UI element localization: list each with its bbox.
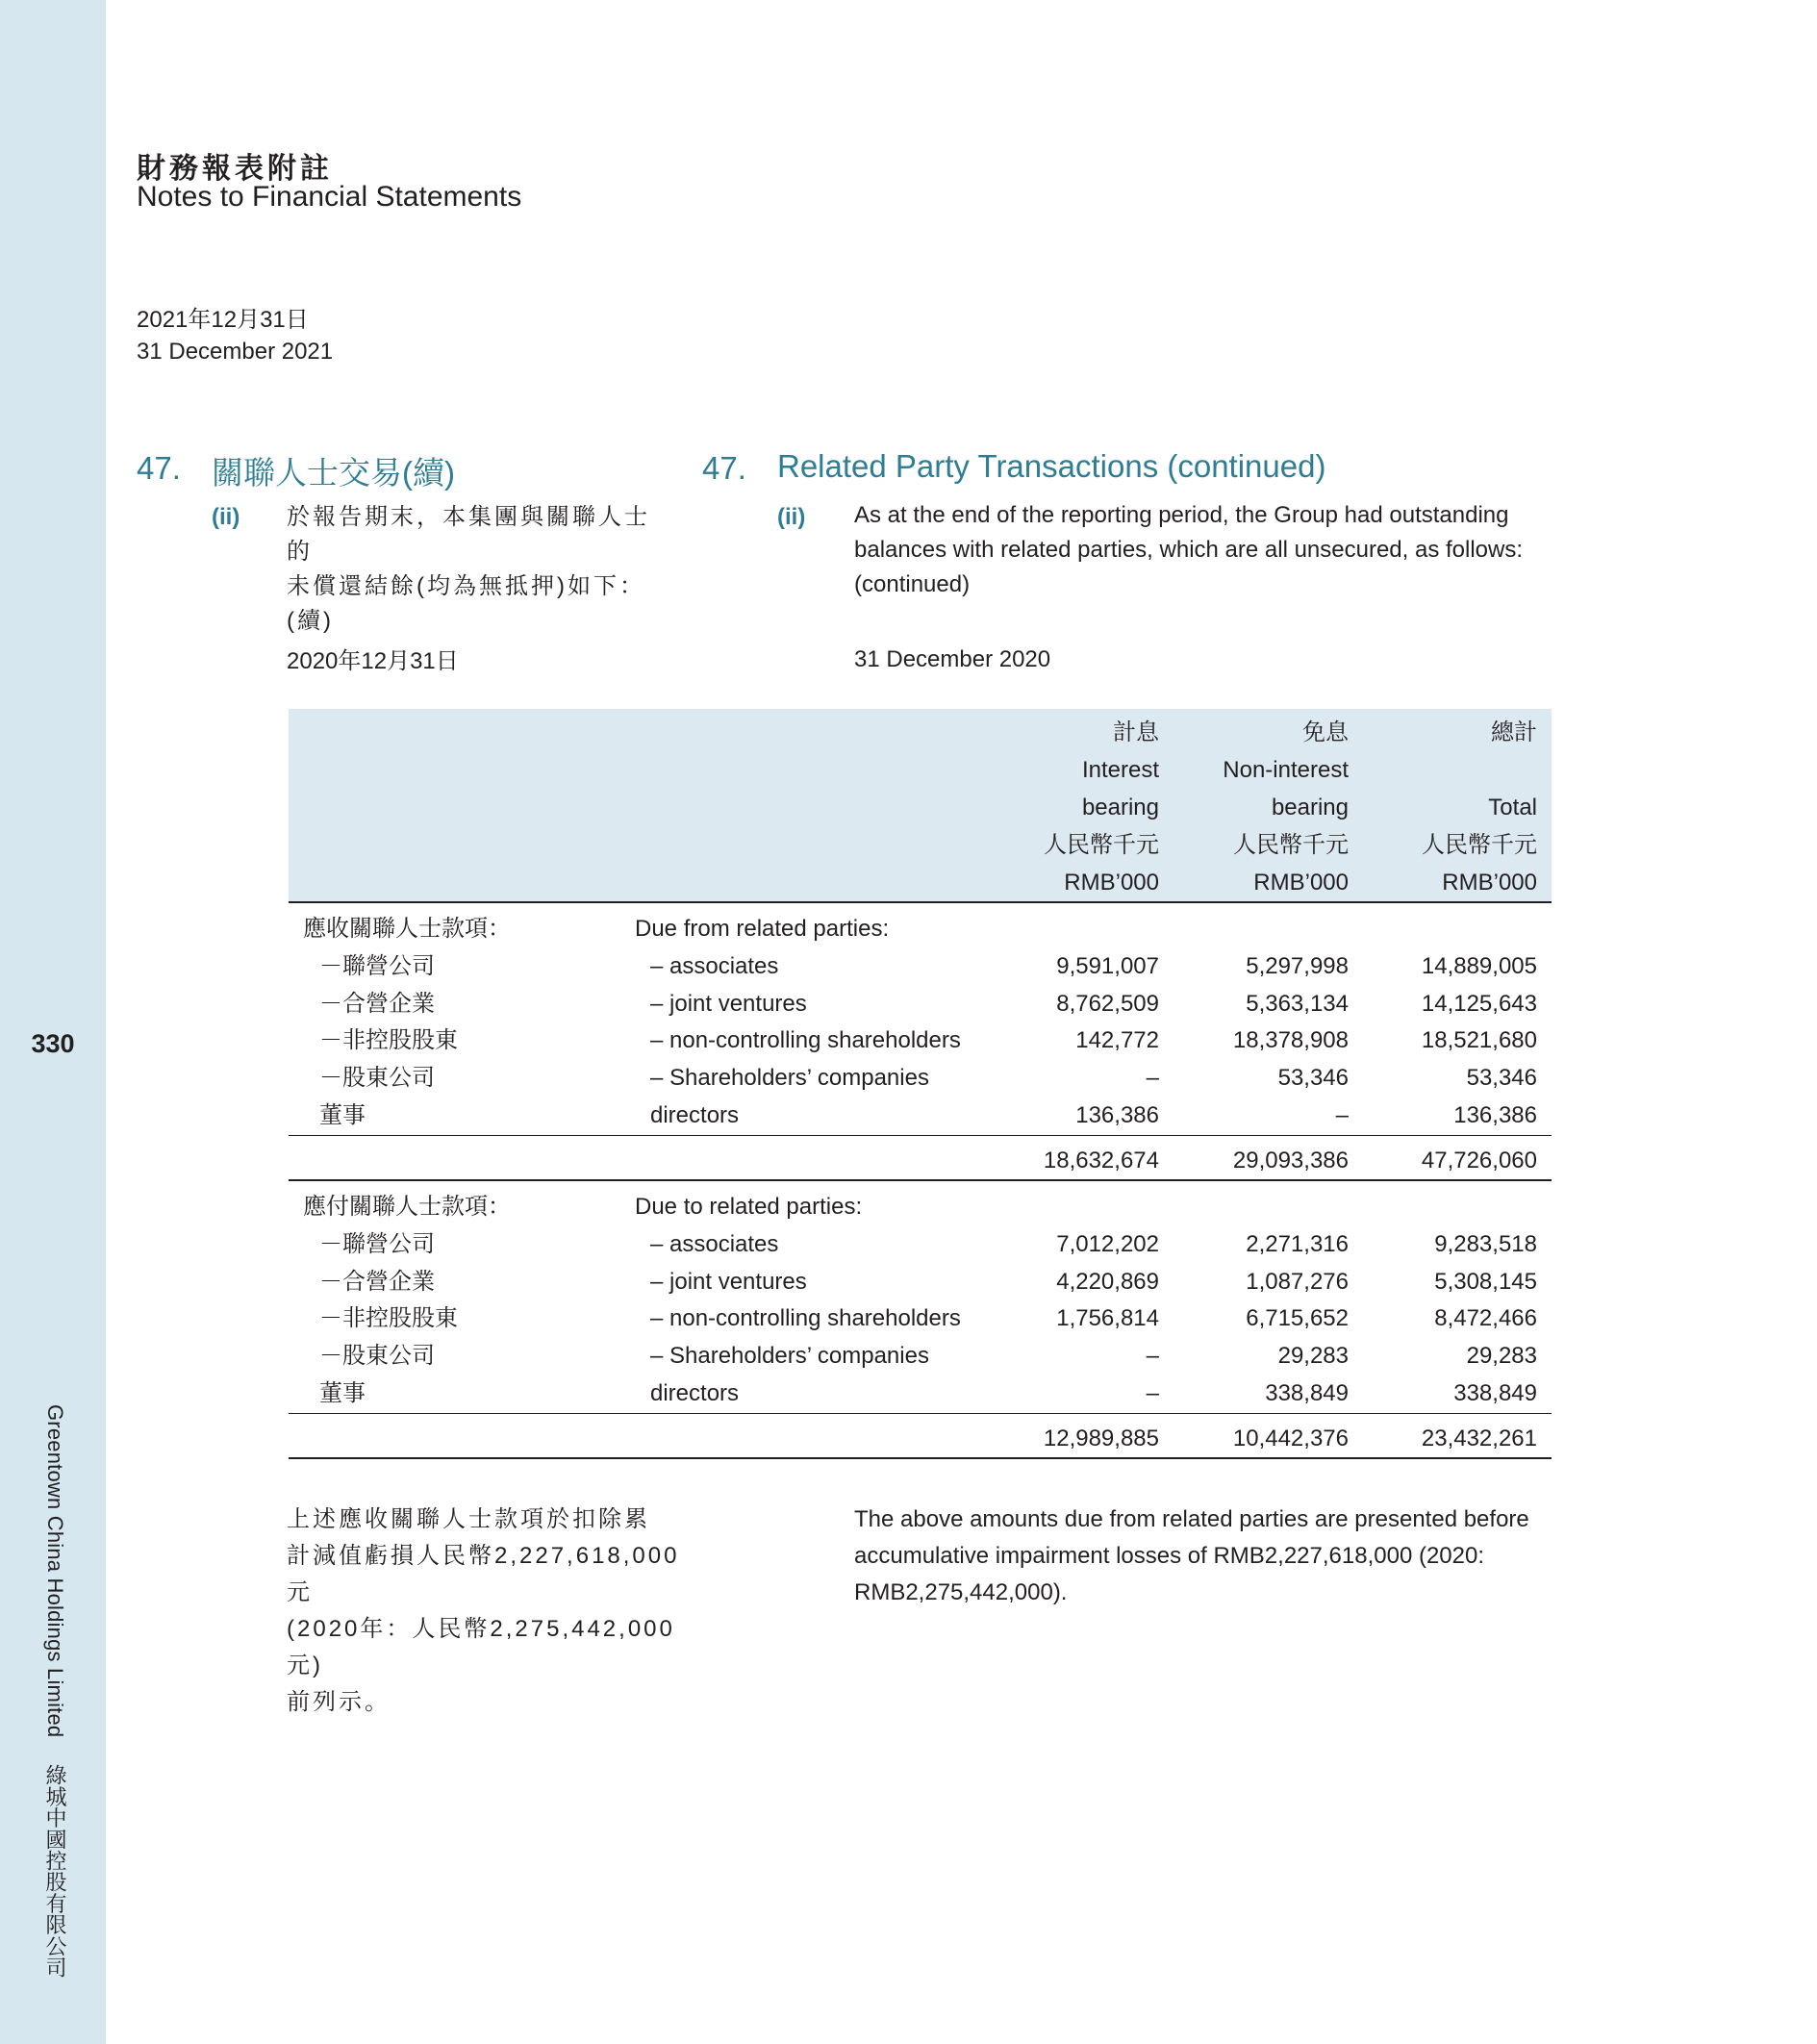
footnote-zh-line: 計減值虧損人民幣2,227,618,000元 bbox=[287, 1543, 680, 1605]
table-cell: 5,308,145 bbox=[1434, 1269, 1537, 1295]
table-row-zh: 董事 bbox=[319, 1102, 366, 1128]
table-row-en: directors bbox=[650, 1102, 740, 1128]
due-to-total-noninterest: 10,442,376 bbox=[1232, 1426, 1349, 1451]
table-cell: 8,762,509 bbox=[1056, 991, 1159, 1017]
due-from-total: 47,726,060 bbox=[1421, 1148, 1537, 1173]
table-row-zh: －合營企業 bbox=[319, 991, 435, 1017]
table-cell: 6,715,652 bbox=[1246, 1305, 1349, 1331]
col-noninterest-unit-zh: 人民幣千元 bbox=[1233, 832, 1349, 858]
company-name-zh: 綠城中國控股有限公司 bbox=[43, 1764, 67, 1979]
table-cell: – bbox=[1335, 1102, 1349, 1128]
table-date-en: 31 December 2020 bbox=[854, 646, 1051, 672]
footnote-en-line: The above amounts due from related parties are presented before bbox=[854, 1506, 1529, 1532]
due-to-label-zh: 應付關聯人士款項： bbox=[303, 1194, 511, 1220]
subtotal-rule bbox=[289, 1413, 1552, 1414]
table-cell: 29,283 bbox=[1277, 1343, 1349, 1369]
section-number-zh: 47. bbox=[137, 450, 181, 486]
table-cell: 14,125,643 bbox=[1421, 991, 1537, 1017]
col-noninterest-en1: Non-interest bbox=[1223, 757, 1349, 783]
table-row-zh: 董事 bbox=[319, 1380, 366, 1406]
col-noninterest-unit-en: RMB’000 bbox=[1253, 870, 1349, 896]
footnote-en-line: RMB2,275,442,000). bbox=[854, 1579, 1068, 1605]
table-row-zh: －股東公司 bbox=[319, 1065, 435, 1091]
table-row-en: – joint ventures bbox=[650, 991, 807, 1017]
table-row-zh: －股東公司 bbox=[319, 1343, 435, 1369]
due-from-total-noninterest: 29,093,386 bbox=[1232, 1148, 1349, 1173]
table-cell: 338,849 bbox=[1265, 1380, 1349, 1406]
table-cell: 9,591,007 bbox=[1056, 953, 1159, 979]
header-title-zh: 財務報表附註 bbox=[137, 152, 333, 186]
table-row-zh: －非控股股東 bbox=[319, 1027, 458, 1053]
header-title-en: Notes to Financial Statements bbox=[137, 181, 522, 213]
table-row-zh: －聯營公司 bbox=[319, 953, 435, 979]
col-interest-en1: Interest bbox=[1081, 757, 1159, 783]
table-row-zh: －聯營公司 bbox=[319, 1231, 435, 1257]
table-cell: 136,386 bbox=[1075, 1102, 1159, 1128]
sub-label-zh: (ii) bbox=[212, 504, 240, 530]
table-cell: – bbox=[1146, 1343, 1159, 1369]
col-total-unit-zh: 人民幣千元 bbox=[1422, 832, 1537, 858]
col-total-unit-en: RMB’000 bbox=[1442, 870, 1537, 896]
table-cell: – bbox=[1146, 1065, 1159, 1091]
footnote-zh bbox=[287, 1501, 691, 1721]
table-row-zh: －非控股股東 bbox=[319, 1305, 458, 1331]
total-rule bbox=[289, 1179, 1552, 1181]
col-noninterest-en2: bearing bbox=[1271, 795, 1349, 820]
table-date-zh: 2020年12月31日 bbox=[287, 648, 459, 674]
footnote-zh-line: 上述應收關聯人士款項於扣除累 bbox=[287, 1506, 650, 1532]
footnote-en-line: accumulative impairment losses of RMB2,227,618,000 (2020: bbox=[854, 1543, 1485, 1569]
intro-zh-line: 於報告期末，本集團與關聯人士的 bbox=[287, 504, 650, 565]
table-row-en: – non-controlling shareholders bbox=[650, 1305, 961, 1331]
col-interest-zh: 計息 bbox=[1113, 719, 1159, 745]
due-from-label-en: Due from related parties: bbox=[635, 916, 890, 942]
table-row-en: – associates bbox=[650, 1231, 779, 1257]
header-date-zh: 2021年12月31日 bbox=[137, 307, 309, 333]
sub-label-en: (ii) bbox=[777, 504, 806, 530]
due-from-total-interest: 18,632,674 bbox=[1043, 1148, 1159, 1173]
due-from-label-zh: 應收關聯人士款項： bbox=[303, 916, 511, 942]
table-cell: 1,756,814 bbox=[1056, 1305, 1159, 1331]
due-to-total-interest: 12,989,885 bbox=[1043, 1426, 1159, 1451]
table-cell: 29,283 bbox=[1466, 1343, 1537, 1369]
subtotal-rule bbox=[289, 1135, 1552, 1136]
table-cell: 18,521,680 bbox=[1421, 1027, 1537, 1053]
side-company-name bbox=[40, 1404, 70, 1978]
intro-en-line: (continued) bbox=[854, 571, 971, 597]
table-row-en: directors bbox=[650, 1380, 740, 1406]
table-row-en: – Shareholders’ companies bbox=[650, 1343, 929, 1369]
table-cell: 53,346 bbox=[1277, 1065, 1349, 1091]
table-cell: 14,889,005 bbox=[1421, 953, 1537, 979]
table-row-zh: －合營企業 bbox=[319, 1269, 435, 1295]
intro-zh-line: (續) bbox=[287, 608, 334, 634]
col-total-zh: 總計 bbox=[1491, 719, 1537, 745]
table-row-en: – Shareholders’ companies bbox=[650, 1065, 929, 1091]
footnote-zh-line: (2020年：人民幣2,275,442,000元) bbox=[287, 1616, 675, 1678]
intro-zh-line: 未償還結餘(均為無抵押)如下： bbox=[287, 573, 645, 599]
table-cell: 2,271,316 bbox=[1246, 1231, 1349, 1257]
table-cell: 1,087,276 bbox=[1246, 1269, 1349, 1295]
table-cell: 5,297,998 bbox=[1246, 953, 1349, 979]
table-cell: 9,283,518 bbox=[1434, 1231, 1537, 1257]
section-title-zh: 關聯人士交易(續) bbox=[212, 455, 455, 491]
footnote-en bbox=[854, 1501, 1556, 1611]
col-noninterest-zh: 免息 bbox=[1302, 719, 1349, 745]
col-total-en: Total bbox=[1488, 795, 1537, 820]
table-cell: 18,378,908 bbox=[1232, 1027, 1349, 1053]
footnote-zh-line: 前列示。 bbox=[287, 1689, 391, 1715]
table-cell: 7,012,202 bbox=[1056, 1231, 1159, 1257]
intro-en-line: balances with related parties, which are all unsecured, as follows: bbox=[854, 537, 1524, 563]
intro-en-line: As at the end of the reporting period, the Group had outstanding bbox=[854, 502, 1509, 528]
col-interest-unit-en: RMB’000 bbox=[1064, 870, 1159, 896]
company-name-en: Greentown China Holdings Limited bbox=[43, 1404, 67, 1738]
intro-paragraph-zh bbox=[287, 500, 671, 639]
intro-paragraph-en bbox=[854, 498, 1556, 602]
table-header-background bbox=[289, 709, 1552, 901]
section-number-en: 47. bbox=[702, 450, 746, 486]
table-cell: 4,220,869 bbox=[1056, 1269, 1159, 1295]
table-header-rule bbox=[289, 901, 1552, 903]
total-rule bbox=[289, 1457, 1552, 1459]
table-cell: – bbox=[1146, 1380, 1159, 1406]
table-cell: 8,472,466 bbox=[1434, 1305, 1537, 1331]
section-title-en: Related Party Transactions (continued) bbox=[777, 448, 1326, 484]
col-interest-unit-zh: 人民幣千元 bbox=[1044, 832, 1159, 858]
table-cell: 142,772 bbox=[1075, 1027, 1159, 1053]
table-row-en: – joint ventures bbox=[650, 1269, 807, 1295]
table-row-en: – non-controlling shareholders bbox=[650, 1027, 961, 1053]
due-to-label-en: Due to related parties: bbox=[635, 1194, 863, 1220]
table-cell: 136,386 bbox=[1453, 1102, 1537, 1128]
header-date-en: 31 December 2021 bbox=[137, 339, 334, 365]
page-number: 330 bbox=[31, 1029, 75, 1058]
table-cell: 5,363,134 bbox=[1246, 991, 1349, 1017]
table-cell: 53,346 bbox=[1466, 1065, 1537, 1091]
table-row-en: – associates bbox=[650, 953, 779, 979]
table-cell: 338,849 bbox=[1453, 1380, 1537, 1406]
col-interest-en2: bearing bbox=[1081, 795, 1159, 820]
due-to-total: 23,432,261 bbox=[1421, 1426, 1537, 1451]
